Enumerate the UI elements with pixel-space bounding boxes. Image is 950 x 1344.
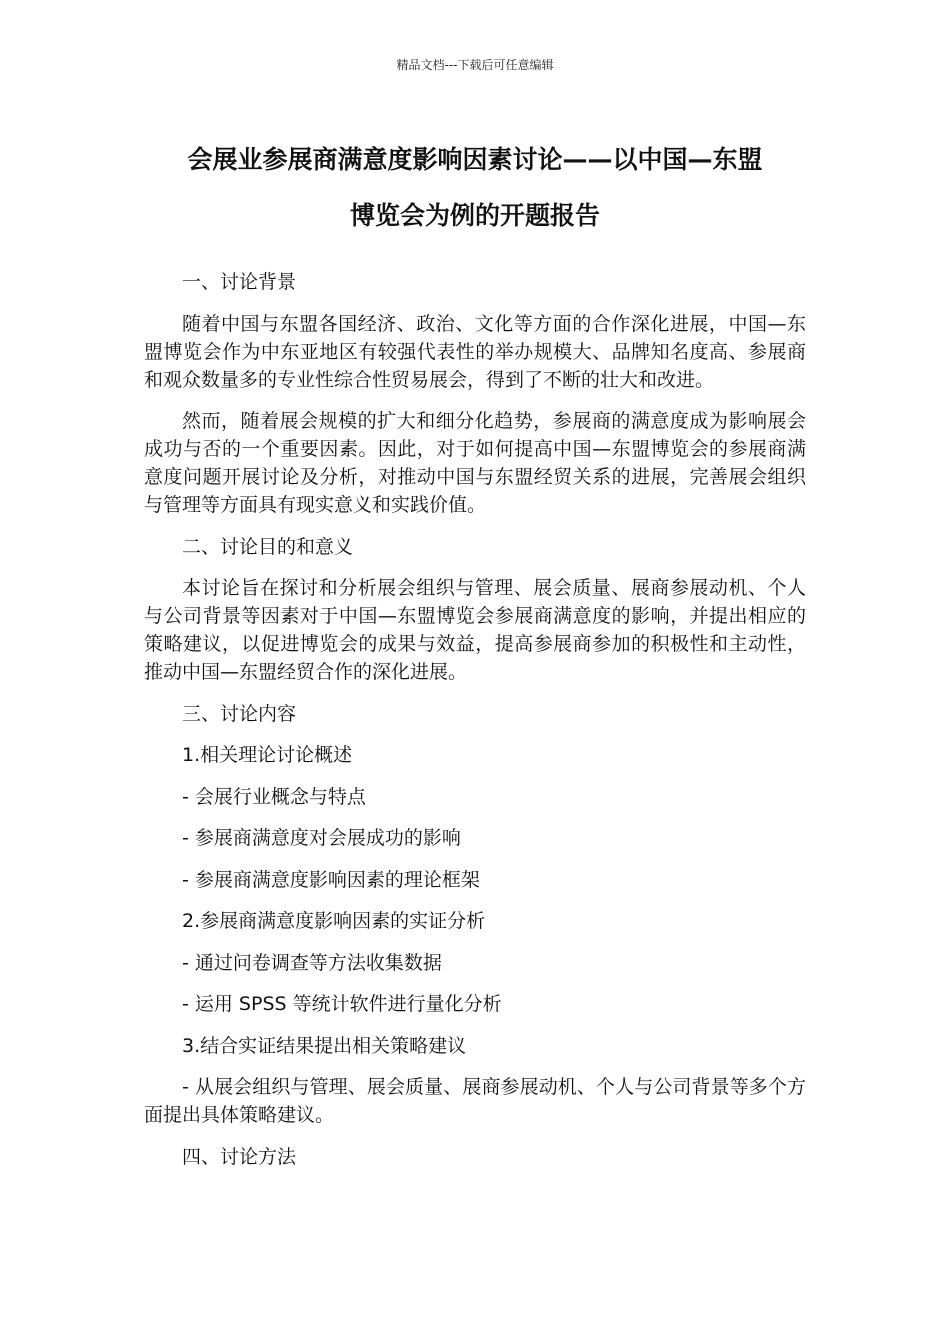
title-line-2: 博览会为例的开题报告 [349,201,600,230]
content-subitem: - 参展商满意度影响因素的理论框架 [182,868,480,891]
document-title [140,132,810,244]
content-item-1: 1.相关理论讨论概述 [182,744,353,766]
running-header: 精品文档---下载后可任意编辑 [396,58,554,72]
section-heading-purpose: 二、讨论目的和意义 [182,535,354,558]
paragraph-background-1: 随着中国与东盟各国经济、政治、文化等方面的合作深化进展，中国—东盟博览会作为中东亚地区有较强代表性的举办规模大、品牌知名度高、参展商和观众数量多的专业性综合性贸易展会，得到了不断的壮大和改进。 [144,312,806,391]
content-subitem: - 从展会组织与管理、展会质量、展商参展动机、个人与公司背景等多个方面提出具体策略建议。 [144,1076,806,1126]
paragraph-purpose: 本讨论旨在探讨和分析展会组织与管理、展会质量、展商参展动机、个人与公司背景等因素对于中国—东盟博览会参展商满意度的影响，并提出相应的策略建议，以促进博览会的成果与效益，提高参展商参加的积极性和主动性，推动中国—东盟经贸合作的深化进展。 [144,577,806,683]
content-subitem: - 会展行业概念与特点 [182,785,366,808]
title-line-1: 会展业参展商满意度影响因素讨论——以中国—东盟 [187,145,763,174]
section-heading-content: 三、讨论内容 [182,702,297,725]
content-subitem: - 通过问卷调查等方法收集数据 [182,951,442,974]
document-body [144,268,806,1184]
section-heading-method: 四、讨论方法 [182,1145,297,1168]
content-subitem: - 运用 SPSS 等统计软件进行量化分析 [182,993,502,1015]
content-item-2: 2.参展商满意度影响因素的实证分析 [182,910,486,932]
paragraph-background-2: 然而，随着展会规模的扩大和细分化趋势，参展商的满意度成为影响展会成功与否的一个重要因素。因此，对于如何提高中国—东盟博览会的参展商满意度问题开展讨论及分析，对推动中国与东盟经贸关系的进展，完善展会组织与管理等方面具有现实意义和实践价值。 [144,410,806,516]
content-item-3: 3.结合实证结果提出相关策略建议 [182,1034,467,1057]
section-heading-background: 一、讨论背景 [182,271,297,293]
content-subitem: - 参展商满意度对会展成功的影响 [182,827,461,849]
